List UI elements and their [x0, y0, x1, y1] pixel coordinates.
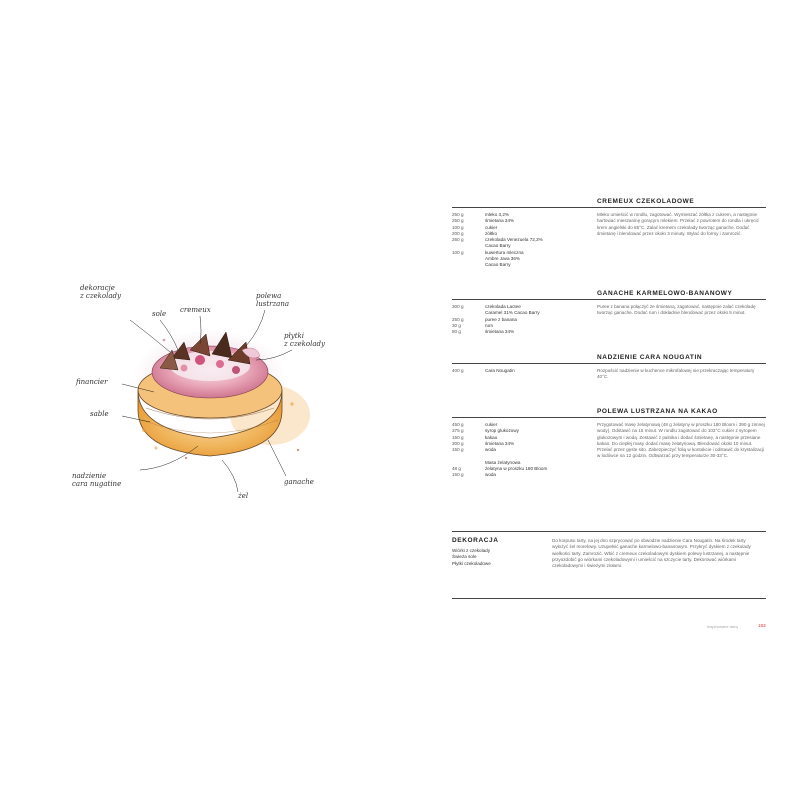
label-cremeux: cremeux: [180, 306, 211, 314]
ingredient: Caramel 31% Cacao Barry: [485, 310, 540, 316]
qty: 150 g: [452, 472, 464, 478]
ingredient: syrop glukozowy: [485, 428, 519, 434]
section-title-ganache: GANACHE KARMELOWO-BANANOWY: [597, 290, 733, 297]
label-plytki: płytki z czekolady: [284, 332, 325, 348]
page-bottom-rule: [452, 598, 766, 599]
qty: 100 g: [452, 224, 464, 230]
qty: 300 g: [452, 440, 464, 446]
ingredient: mleko 3,2%: [485, 212, 510, 217]
ingredient: śmietana 34%: [485, 440, 515, 446]
qty: 30 g: [452, 322, 461, 328]
ingredient: czekolada Venezuela 72,2%: [485, 237, 543, 243]
ingredient: Cara Nougatin: [485, 368, 515, 373]
ingredient-column: [485, 422, 590, 479]
ingredient: śmietana 34%: [485, 218, 515, 224]
label-ganache: ganache: [284, 478, 314, 486]
method-text: Puree z banana połączyć ze śmietaną, zagotować, następnie zalać czekoladę tworząc ganache. Dodać rum i dokładnie blendować przez około 5 minut.: [597, 304, 756, 316]
label-polewa: polewa lustrzana: [256, 292, 290, 308]
decoration-top-rule: [452, 531, 766, 532]
section-title-cremeux: CREMEUX CZEKOLADOWE: [597, 198, 695, 205]
ingredient: Ambre Java 36%: [485, 256, 520, 262]
method-text: Przygotować masę żelatynową (48 g żelatyny w proszku 180 Bloom i 390 g zimnej wody). Odstawić na 15 minut. W rondlu zagotować do 103°C cukier z syropem glukozowym i wodą. Zestawić z palnika i dodać śmietanę, a następnie przesiane kakao. Do ciepłej masy dodać masę żelatynową. Blendować około 10 minut. Przelać przez gęste sito. Zabezpieczyć folią w kontakcie i odstawić do krystalizacji w lodówce na 12 godzin. Odtwarzać przy temperaturze 30-33°C.: [597, 422, 765, 459]
quantity-column: [452, 304, 480, 335]
method-text: Mleko umieścić w rondlu, zagotować. Wymieszać żółtka z cukrem, a następnie hartować mieszaninę gorącym mlekiem. Przelać z powrotem do rondla i ukręcić krem angielski do 85°C. Zalać kremem czekolady tworząc ganache. Dodać śmietanę i blendować przez około 3 minuty. Wylać do formy i zamrozić.: [597, 212, 759, 236]
qty: 250 g: [452, 212, 464, 217]
qty: 48 g: [452, 466, 461, 472]
ingredient: kuwertura mleczna: [485, 249, 524, 255]
ingredient: żelatyna w proszku 180 Bloom: [485, 466, 548, 472]
qty: 100 g: [452, 249, 464, 255]
qty: 80 g: [452, 329, 461, 335]
section-rule: [452, 207, 766, 208]
decoration-items: [452, 548, 542, 567]
ingredient: cukier: [485, 224, 498, 230]
qty: 450 g: [452, 422, 464, 427]
section-title-nadzienie: NADZIENIE CARA NOUGATIN: [597, 354, 703, 361]
label-sable: sable: [90, 410, 109, 418]
tart-illustration: [60, 280, 360, 510]
qty: 300 g: [452, 304, 464, 309]
label-zel: żel: [238, 492, 249, 500]
section-rule: [452, 363, 766, 364]
running-footer: Inspirowane tartą: [707, 624, 738, 629]
ingredient: puree z banana: [485, 316, 517, 322]
ingredient: Cacao Barry: [485, 243, 511, 249]
decoration-item: Świeża sole: [452, 554, 477, 560]
decoration-item: Wiórki z czekolady: [452, 548, 491, 553]
decoration-method-text: Do korpusu tarty, na jej dno szprycować po obwodzie nadzienie Cara Nougatin. Na środek tarty wyłożyć żel morelowy. Uzupełnić ganache karmelowo-bananowym. Przykryć dyskiem z czekolady wielkości tarty. Zamrozić. Wbić z cremeux czekoladowym dyskiem polewy lustrzanej, a następnie przyozdobić go wiórkami czekoladowymi i umieścić na szczycie tarty. Dekorować wiórkami czekoladowymi i świeżymi ziołami.: [552, 538, 751, 569]
ingredient-column: [485, 368, 590, 374]
ingredient: woda: [485, 472, 496, 478]
ingredient: woda: [485, 447, 496, 453]
page-number: 183: [758, 623, 766, 628]
label-financier: financier: [76, 378, 108, 386]
decoration-item: Płytki czekoladowe: [452, 560, 491, 566]
ingredient: czekolada Lactee: [485, 304, 521, 309]
quantity-column: [452, 368, 480, 374]
ingredient: Cacao Barry: [485, 262, 511, 268]
qty: 200 g: [452, 230, 464, 236]
quantity-column: [452, 422, 480, 479]
ingredient: rum: [485, 322, 493, 328]
qty: 260 g: [452, 237, 464, 243]
label-sole: sole: [152, 310, 167, 318]
qty: 250 g: [452, 316, 464, 322]
section-title-polewa: POLEWA LUSTRZANA NA KAKAO: [597, 408, 718, 415]
qty: 150 g: [452, 434, 464, 440]
method-text: Rozpuścić nadzienie w kuchence mikrofalowej nie przekraczając temperatury 40°C.: [597, 368, 755, 380]
ingredient: Masa żelatynowa: [485, 459, 521, 465]
qty: 400 g: [452, 368, 464, 373]
qty: 150 g: [452, 447, 464, 453]
label-dekoracje: dekoracje z czekolady: [80, 284, 121, 300]
section-rule: [452, 299, 766, 300]
section-title-dekoracja: DEKORACJA: [452, 537, 499, 544]
ingredient: kakao: [485, 434, 498, 440]
quantity-column: [452, 212, 480, 269]
ingredient: żółtko: [485, 230, 498, 236]
ingredient-column: [485, 212, 590, 269]
ingredient: cukier: [485, 422, 498, 427]
qty: 375 g: [452, 428, 464, 434]
qty: [452, 262, 480, 268]
ingredient-column: [485, 304, 590, 335]
section-rule: [452, 417, 766, 418]
ingredient: śmietana 34%: [485, 329, 515, 335]
qty: 250 g: [452, 218, 464, 224]
label-nadzienie: nadzienie cara nugatine: [72, 472, 122, 488]
recipe-page: [452, 0, 770, 800]
